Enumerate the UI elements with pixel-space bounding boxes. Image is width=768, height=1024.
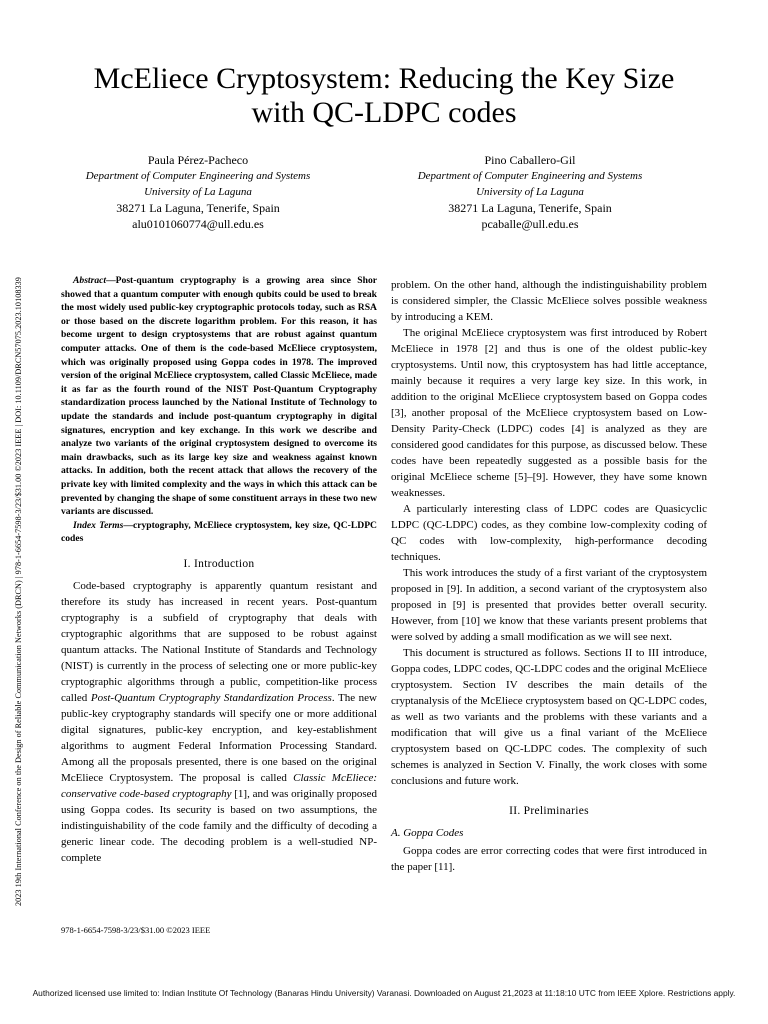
intro-text-1: Code-based cryptography is apparently quantum resistant and therefore its study has increased in recent years. Post-quantum cryptography is a subfield of cryptography that deals with cryptographic algorithms that are supposed to be robust against quantum attacks. The National Institute of Standards and Technology (NIST) is currently in the process of selecting one or more public-key cryptographic algorithms through a public, competition-like process called xyxy=(61,579,377,704)
title-line-1: McEliece Cryptosystem: Reducing the Key Size xyxy=(93,62,675,95)
intro-italic-2: Classic McEliece: conservative code-based cryptography xyxy=(61,771,377,800)
author-department: Department of Computer Engineering and Systems xyxy=(417,170,643,182)
index-terms-text: —cryptography, McEliece cryptosystem, key size, QC-LDPC codes xyxy=(61,519,377,545)
section-heading-introduction: I. Introduction xyxy=(183,557,255,570)
paragraph: A particularly interesting class of LDPC codes are Quasicyclic LDPC (QC-LDPC) codes, as they combine low-complexity coding of QC codes with low-complexity, high-performance decoding techniques. xyxy=(391,503,707,563)
abstract-text: —Post-quantum cryptography is a growing area since Shor showed that a quantum computer with enough qubits could be used to break the most widely used public-key cryptographic protocols today, such as RSA or those based on the discrete logarithm problem. For this reason, it has become urgent to design cryptosystems that are robust against quantum computer attacks. One of them is the code-based McEliece cryptosystem, which was originally proposed using Goppa codes in 1978. The improved version of the original McEliece cryptosystem, called Classic McEliece, made it as far as the fourth round of the NIST Post-Quantum Cryptography standardization process launched by the National Institute of Technology to update the standards and include post-quantum cryptography in digital signatures, encryption and key exchange. In this work we describe and analyze two variants of the original cryptosystem designed to overcome its main drawbacks, such as its large key size and weakness against known attacks. In addition, both the recent attack that allows the recovery of the private key with limited complexity and the ways in which this attack can be prevented by changing the shape of some constituent arrays in these two new variants are discussed. xyxy=(61,275,377,518)
left-column xyxy=(61,274,377,866)
side-note: 2023 19th International Conference on the Design of Reliable Communication Networks (DRCN) | 978-1-6654-7598-3/23/$31.00 ©2023 IEEE | DOI: 10.1109/DRCN57075.2023.10108339 xyxy=(14,277,23,906)
license-footer: Authorized licensed use limited to: Indian Institute Of Technology (Banaras Hindu University) Varanasi. Downloaded on August 21,2023 at 11:18:10 UTC from IEEE Xplore. Restrictions apply. xyxy=(32,988,736,998)
intro-paragraph xyxy=(61,578,377,866)
right-column xyxy=(391,277,707,875)
author-name: Paula Pérez-Pacheco xyxy=(147,153,249,167)
paragraph: This document is structured as follows. Sections II to III introduce, Goppa codes, LDPC codes, QC-LDPC codes and the original McEliece cryptosystem. Section IV describes the main details of the cryptanalysis of the McEliece cryptosystem based on QC-LDPC codes, as well as two variants and the problems with these variants and a modification that will give us a final variant of the McEliece cryptosystem based on QC-LDPC codes. The complexity of such schemes is analyzed in Section V. Finally, the work closes with some conclusions and future work. xyxy=(391,647,707,787)
abstract-lead: Abstract xyxy=(73,275,107,286)
author-email: pcaballe@ull.edu.es xyxy=(481,217,579,231)
index-terms-lead: Index Terms xyxy=(73,519,124,531)
intro-text-3: [1], and was originally proposed using Goppa codes. Its security is based on two assumptions, the indistinguishability of the code family and the difficulty of decoding a generic linear code. The decoding problem is a well-studied NP-complete xyxy=(61,787,377,864)
paragraph-continued: problem. On the other hand, although the indistinguishability problem is considered simpler, the Classic McEliece solves possible weakness by introducing a KEM. xyxy=(391,279,707,323)
copyright-notice: 978-1-6654-7598-3/23/$31.00 ©2023 IEEE xyxy=(61,925,211,935)
author-name: Pino Caballero-Gil xyxy=(484,153,576,167)
author-email: alu0101060774@ull.edu.es xyxy=(132,217,264,231)
author-university: University of La Laguna xyxy=(144,186,252,198)
paragraph: Goppa codes are error correcting codes that were first introduced in the paper [11]. xyxy=(391,845,707,873)
paragraph: The original McEliece cryptosystem was first introduced by Robert McEliece in 1978 [2] and thus is one of the oldest public-key cryptosystems. Until now, this cryptosystem has had little acceptance, mainly because it requires a very large key size. In this work, in addition to the original McEliece cryptosystem based on Goppa codes [3], another proposal of the McEliece cryptosystem based on Low-Density Parity-Check (LDPC) codes [4] is analyzed as they are considered good candidates for this purpose, as discussed below. These codes have been repeatedly suggested as a possible basis for the original McEliece scheme [5]–[9]. However, they have some known weaknesses. xyxy=(391,327,707,499)
index-terms xyxy=(61,519,377,546)
intro-italic-1: Post-Quantum Cryptography Standardization Process xyxy=(90,691,332,704)
author-address: 38271 La Laguna, Tenerife, Spain xyxy=(448,201,612,215)
author-university: University of La Laguna xyxy=(476,186,584,198)
paper-title xyxy=(60,62,708,130)
paragraph: This work introduces the study of a first variant of the cryptosystem proposed in [9]. In addition, a second variant of the cryptosystem also proposed in [9] is presented that provides better overall security. However, from [10] we know that these variants present problems that were solved by adding a small modification as we will see next. xyxy=(391,567,707,643)
intro-text-2: . The new public-key cryptography standards will specify one or more additional digital signatures, public-key encryption, and key-establishment algorithms to augment Federal Information Processing Standard. Among all the proposals presented, there is one based on the original McEliece Cryptosystem. The proposal is called xyxy=(61,691,377,784)
title-line-2: with QC-LDPC codes xyxy=(251,96,517,129)
abstract xyxy=(61,274,377,519)
subsection-heading-goppa: A. Goppa Codes xyxy=(391,827,464,839)
author-block-1 xyxy=(48,152,348,232)
author-department: Department of Computer Engineering and Systems xyxy=(85,170,311,182)
author-address: 38271 La Laguna, Tenerife, Spain xyxy=(116,201,280,215)
author-block-2 xyxy=(380,152,680,232)
section-heading-preliminaries: II. Preliminaries xyxy=(509,805,589,817)
